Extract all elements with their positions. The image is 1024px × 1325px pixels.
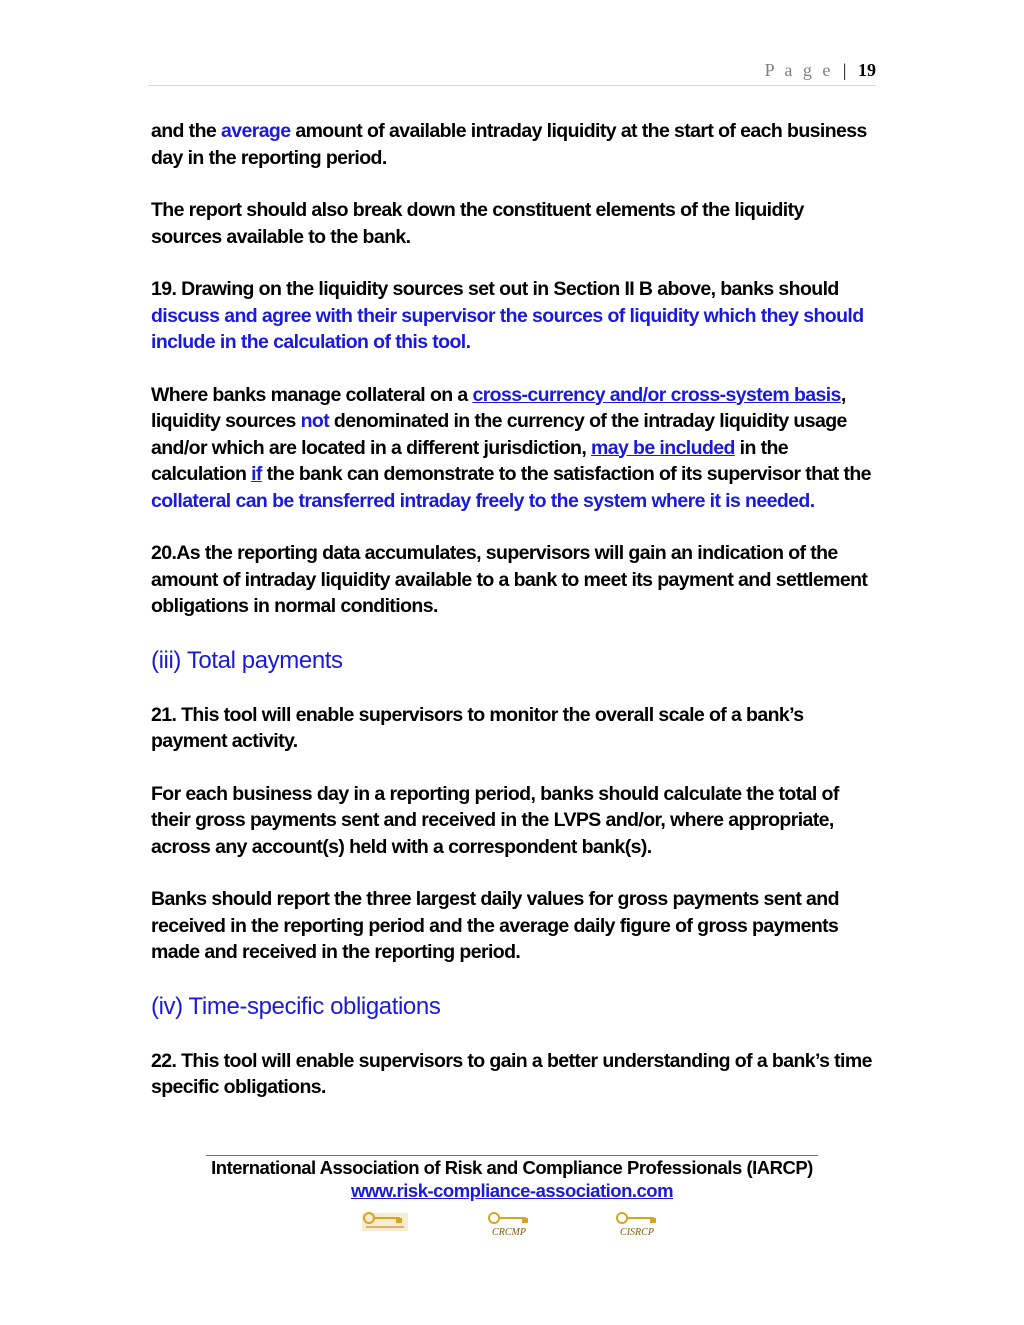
- paragraph-constituent-elements: The report should also break down the constituent elements of the liquidity sources available to the bank.: [151, 199, 804, 248]
- emphasis-discuss-agree: discuss and agree with their supervisor the sources of liquidity which they should include in the calculation of this tool.: [151, 304, 864, 353]
- emphasis-average: average: [220, 120, 291, 142]
- key-icon: [484, 1210, 534, 1226]
- footer-organization: International Association of Risk and Compliance Professionals (IARCP): [211, 1157, 813, 1178]
- paragraph-20: 20.As the reporting data accumulates, supervisors will gain an indication of the amount of intraday liquidity available to a bank to meet its payment and settlement obligations in normal conditions.: [151, 542, 868, 617]
- paragraph-gross-payments: For each business day in a reporting period, banks should calculate the total of their gross payments sent and received in the LVPS and/or, where appropriate, across any account(s) held with a correspondent bank(s).: [151, 782, 839, 858]
- logo-caption: CRCMP: [492, 1227, 526, 1238]
- key-icon: [612, 1210, 662, 1226]
- footer-website-link[interactable]: www.risk-compliance-association.com: [350, 1180, 674, 1201]
- emphasis-collateral-transfer: collateral can be transferred intraday freely to the system where it is needed.: [151, 489, 815, 512]
- emphasis-may-be-included: may be included: [591, 436, 735, 459]
- emphasis-if: if: [251, 463, 262, 485]
- logo-caption: CISRCP: [620, 1227, 654, 1238]
- logo-iarcp: [360, 1210, 410, 1238]
- heading-time-specific: (iv) Time-specific obligations: [151, 992, 441, 1020]
- emphasis-cross-currency: cross-currency and/or cross-system basis: [472, 383, 841, 406]
- paragraph-21: 21. This tool will enable supervisors to monitor the overall scale of a bank’s payment activity.: [151, 703, 804, 752]
- page-label: P a g e: [764, 60, 834, 80]
- key-icon: [360, 1210, 410, 1238]
- header-divider: [148, 85, 876, 86]
- logo-cisrcp: [612, 1210, 662, 1238]
- paragraph-largest-values: Banks should report the three largest daily values for gross payments sent and received in the reporting period and the average daily figure of gross payments made and received in the reporting period.: [151, 888, 839, 963]
- page-separator: |: [842, 60, 847, 80]
- page-number: 19: [858, 60, 876, 80]
- page-header: [765, 60, 876, 81]
- document-body: [151, 118, 879, 1127]
- paragraph-22: 22. This tool will enable supervisors to gain a better understanding of a bank’s time specific obligations.: [151, 1049, 872, 1098]
- paragraph-collateral: Where banks manage collateral on a cross-currency and/or cross-system basis, liquidity sources not denominated in the currency of the intraday liquidity usage and/or which are located in a different jurisdiction, may be included in the calculation if the bank can demonstrate to the satisfaction of its supervisor that the collateral can be transferred intraday freely to the system where it is needed.: [151, 383, 871, 512]
- heading-total-payments: (iii) Total payments: [151, 646, 343, 674]
- logo-crcmp: [484, 1210, 534, 1238]
- paragraph-average-liquidity: and the average amount of available intraday liquidity at the start of each business day in the reporting period.: [151, 120, 867, 169]
- paragraph-19: 19. Drawing on the liquidity sources set out in Section II B above, banks should discuss and agree with their supervisor the sources of liquidity which they should include in the calculation of this tool.: [151, 278, 864, 353]
- emphasis-not: not: [300, 410, 330, 432]
- footer-divider: [206, 1155, 818, 1156]
